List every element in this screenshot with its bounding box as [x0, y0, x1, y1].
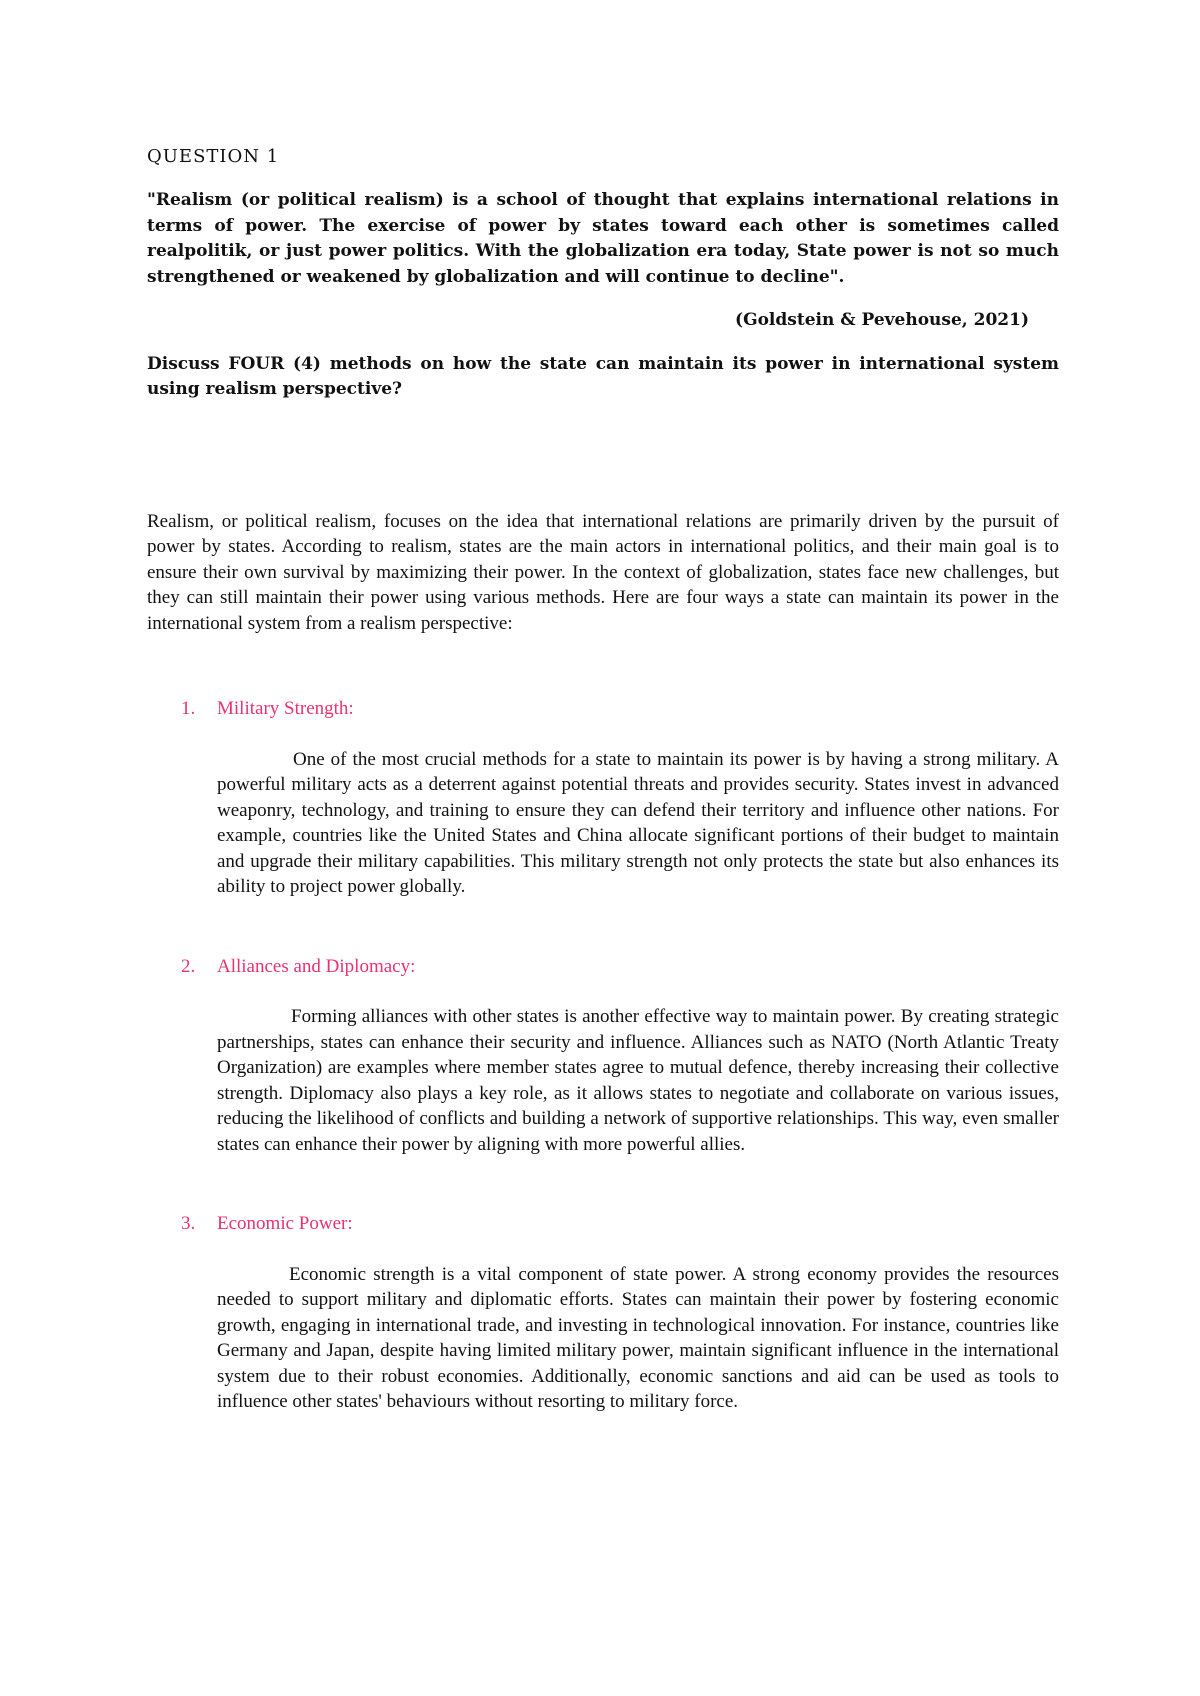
method-item [147, 1211, 1059, 1415]
method-title: Alliances and Diplomacy: [217, 955, 416, 977]
method-heading [147, 954, 1059, 980]
question-heading: QUESTION 1 [147, 146, 280, 167]
document-page [147, 144, 1059, 1469]
method-title: Military Strength: [217, 698, 354, 719]
question-quote: "Realism (or political realism) is a school of thought that explains international relations in terms of power. The exercise of power by states toward each other is sometimes called realpolitik, or just power politics. With the globalization era today, State power is not so much strengthened or weakened by globalization and will continue to decline". [147, 190, 1059, 287]
method-number: 1. [181, 698, 196, 719]
method-number: 3. [181, 1213, 196, 1234]
methods-list [147, 696, 1059, 1415]
method-number: 2. [181, 955, 196, 977]
method-body: Forming alliances with other states is another effective way to maintain power. By creating strategic partnerships, states can enhance their security and influence. Alliances such as NATO (North Atlantic Treaty Organization) are examples where member states agree to mutual defence, thereby increasing their collective strength. Diplomacy also plays a key role, as it allows states to negotiate and collaborate on various issues, reducing the likelihood of conflicts and building a network of supportive relationships. This way, even smaller states can enhance their power by aligning with more powerful allies. [217, 1006, 1059, 1155]
quote-citation: (Goldstein & Pevehouse, 2021) [735, 310, 1029, 330]
method-title: Economic Power: [217, 1213, 353, 1234]
method-body: One of the most crucial methods for a state to maintain its power is by having a strong military. A powerful military acts as a deterrent against potential threats and provides security. States invest in advanced weaponry, technology, and training to ensure they can defend their territory and influence other nations. For example, countries like the United States and China allocate significant portions of their budget to maintain and upgrade their military capabilities. This military strength not only protects the state but also enhances its ability to project power globally. [217, 748, 1059, 897]
question-task: Discuss FOUR (4) methods on how the state can maintain its power in international system using realism perspective? [147, 353, 1059, 399]
method-body: Economic strength is a vital component of state power. A strong economy provides the resources needed to support military and diplomatic efforts. States can maintain their power by fostering economic growth, engaging in international trade, and investing in technological innovation. For instance, countries like Germany and Japan, despite having limited military power, maintain significant influence in the international system due to their robust economies. Additionally, economic sanctions and aid can be used as tools to influence other states' behaviours without resorting to military force. [217, 1263, 1059, 1412]
answer-intro: Realism, or political realism, focuses on the idea that international relations are primarily driven by the pursuit of power by states. According to realism, states are the main actors in international politics, and their main goal is to ensure their own survival by maximizing their power. In the context of globalization, states face new challenges, but they can still maintain their power using various methods. Here are four ways a state can maintain its power in the international system from a realism perspective: [147, 510, 1059, 634]
method-item [147, 696, 1059, 900]
method-item [147, 954, 1059, 1158]
method-heading [147, 1211, 1059, 1237]
method-heading [147, 696, 1059, 722]
